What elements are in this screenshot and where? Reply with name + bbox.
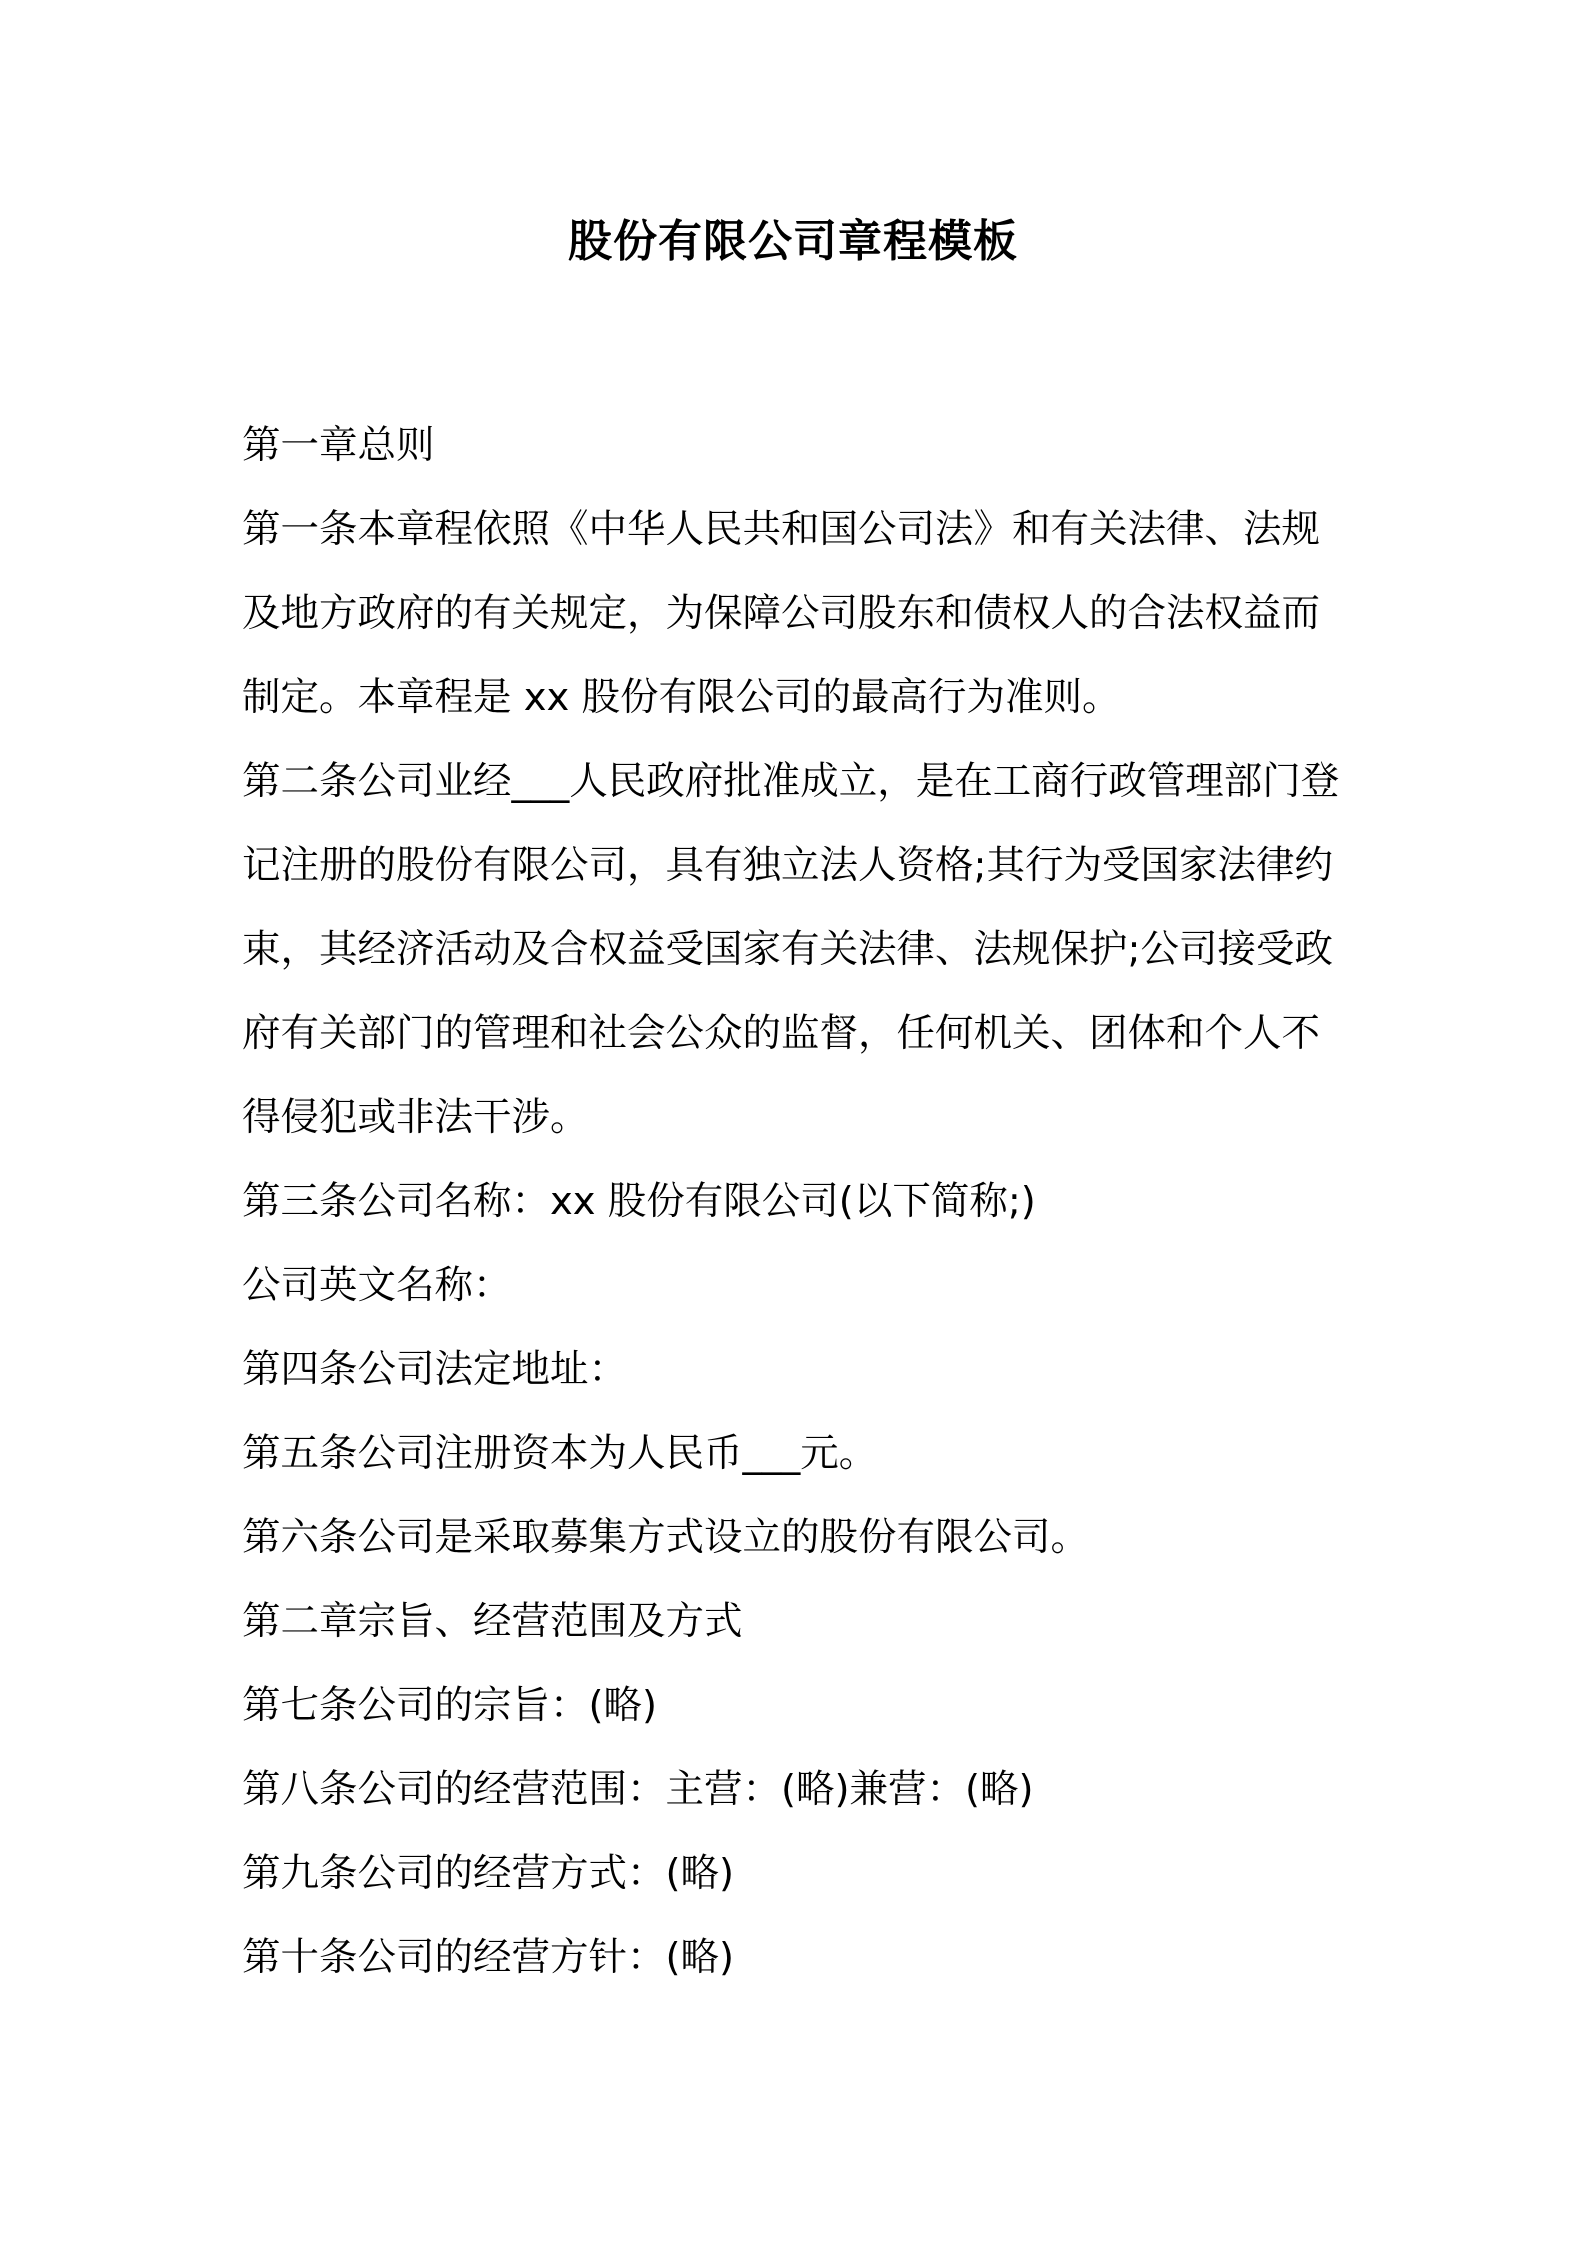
article-1: 第一条本章程依照《中华人民共和国公司法》和有关法律、法规及地方政府的有关规定，为保障公司股东和债权人的合法权益而制定。本章程是 xx 股份有限公司的最高行为准则。 [242, 507, 1321, 720]
chapter-heading-1: 第一章总则 [242, 423, 435, 468]
article-3: 第三条公司名称：xx 股份有限公司(以下简称;) [242, 1179, 1036, 1224]
article-2: 第二条公司业经___人民政府批准成立，是在工商行政管理部门登记注册的股份有限公司，具有独立法人资格;其行为受国家法律约束，其经济活动及合权益受国家有关法律、法规保护;公司接受政府有关部门的管理和社会公众的监督，任何机关、团体和个人不得侵犯或非法干涉。 [242, 759, 1340, 1140]
article-4: 第四条公司法定地址： [242, 1347, 628, 1392]
english-name-line: 公司英文名称： [242, 1263, 512, 1308]
article-10: 第十条公司的经营方针：(略) [242, 1935, 735, 1980]
document-body [242, 404, 1352, 2000]
article-6: 第六条公司是采取募集方式设立的股份有限公司。 [242, 1515, 1090, 1560]
article-5: 第五条公司注册资本为人民币___元。 [242, 1431, 878, 1476]
article-8: 第八条公司的经营范围：主营：(略)兼营：(略) [242, 1767, 1034, 1812]
article-7: 第七条公司的宗旨：(略) [242, 1683, 658, 1728]
chapter-heading-2: 第二章宗旨、经营范围及方式 [242, 1599, 743, 1644]
document-title: 股份有限公司章程模板 [568, 216, 1018, 267]
article-9: 第九条公司的经营方式：(略) [242, 1851, 735, 1896]
